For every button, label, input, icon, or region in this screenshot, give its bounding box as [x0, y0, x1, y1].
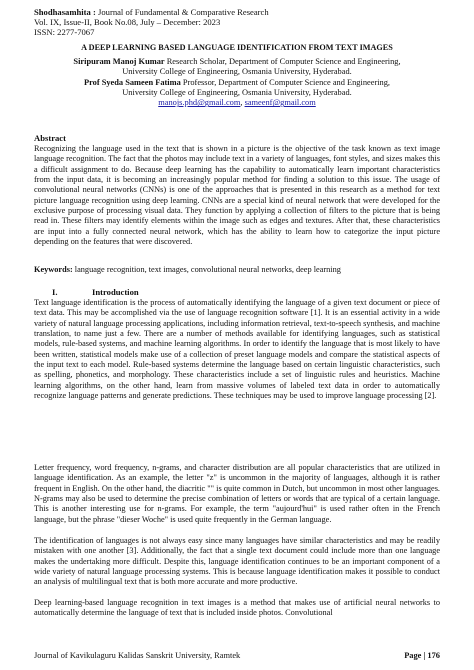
page-number-label: Page | 176 — [404, 651, 440, 660]
section-title: Introduction — [92, 287, 139, 297]
footer-journal: Journal of Kavikulaguru Kalidas Sanskrit University, Ramtek — [34, 651, 241, 660]
journal-description: Journal of Fundamental & Comparative Research — [98, 7, 269, 17]
author2-institution: University College of Engineering, Osmania University, Hyderabad. — [122, 87, 352, 97]
author-block — [60, 57, 414, 108]
journal-name: Shodhasamhita : — [34, 7, 96, 17]
section-number: I. — [52, 287, 58, 297]
author1-institution: University College of Engineering, Osmania University, Hyderabad. — [122, 67, 352, 77]
volume-line: Vol. IX, Issue-II, Book No.08, July – December: 2023 — [34, 17, 221, 28]
email-separator: , — [240, 98, 245, 108]
email-line — [60, 98, 414, 108]
email-link-2[interactable]: sameenf@gmail.com — [244, 98, 316, 108]
issn-line: ISSN: 2277-7067 — [34, 27, 95, 38]
abstract-heading: Abstract — [34, 133, 66, 143]
journal-title-line — [34, 7, 269, 17]
intro-paragraph-4: Deep learning-based language recognition in text images is a method that makes use of artificial neural networks to automatically determine the language of text that is included inside photos. Convolutional — [34, 598, 440, 618]
keywords-label: Keywords: — [34, 265, 73, 274]
intro-paragraph-2: Letter frequency, word frequency, n-grams, and character distribution are all popular characteristics that are utilized in language identification. As an example, the letter "z" is uncommon in the majority of languages, although it is rather frequent in English. On the other hand, the diacritic "" is quite common in Dutch, but uncommon in most other languages. N-grams may also be used to determine the precise combination of letters or words that are typical of a certain language. This is another interesting use for n-grams. For example, the term "aujourd'hui" is used rather often in the French language, but the phrase "dieser Woche" is used quite frequently in the German language. — [34, 463, 440, 524]
journal-header — [34, 7, 269, 38]
intro-paragraph-1: Text language identification is the process of automatically identifying the language of a given text document or piece of text data. This may be accomplished via the use of language recognition software [1]. It is an essential activity in a wide variety of natural language processing applications, including information retrieval, text-to-speech synthesis, and machine translation, to name just a few. There are a number of methods available for identifying languages, such as statistical models, rule-based systems, and machine learning algorithms. In order to identify the language that is most likely to have been written, statistical models make use of a collection of preset language models and compare the statistical aspects of the input text to each model. Rule-based systems determine the language based on certain linguistic characteristics, such as spelling, phonetics, and morphology. These characteristics include a set of linguistic rules and heuristics. Machine learning algorithms, on the other hand, learn from massive volumes of labeled text data in order to automatically recognize language patterns and generate predictions. These techniques may be used to improve language processing [2]. — [34, 298, 440, 401]
keywords-line — [34, 265, 440, 275]
page-number — [404, 651, 440, 660]
author2-line — [60, 78, 414, 88]
author1-name: Siripuram Manoj Kumar — [73, 57, 165, 66]
author1-affiliation: Research Scholar, Department of Computer Science and Engineering, — [166, 57, 401, 66]
author2-affiliation: Professor, Department of Computer Science and Engineering, — [182, 77, 391, 87]
author2-name: Prof Syeda Sameen Fatima — [83, 77, 181, 87]
section-heading — [52, 287, 139, 297]
author1-line — [60, 57, 414, 67]
intro-paragraph-3: The identification of languages is not always easy since many languages have similar characteristics and may be readily mistaken with one another [3]. Additionally, the fact that a single text document could include more than one language makes the undertaking more difficult. Despite this, language identification continues to be an important component of a wide variety of natural language processing systems. This is because language identification makes it possible to conduct an analysis of multilingual text that is both more accurate and more productive. — [34, 536, 440, 587]
abstract-body: Recognizing the language used in the text that is shown in a picture is the objective of the task known as text image language recognition. The fact that the photos may include text in a variety of languages, font styles, and sizes makes this a difficult assignment to do. Because deep learning has the capability to automatically learn important characteristics from the input data, it is becoming an increasingly popular method for finding a solution to this issue. The usage of convolutional neural networks (CNNs) is one of the approaches that is presented in this research as a method for text picture language recognition using deep learning. CNNs are a special kind of neural network that were developed for the exclusive purpose of processing visual data. They function by applying a collection of filters to the picture that is being read in. These filters may identify elements within the image such as edges and textures. After that, these characteristics are input into a fully connected neural network, which has the ability to learn how to categorize the input picture depending on the features that were discovered. — [34, 144, 440, 247]
email-link-1[interactable]: manojs.phd@gmail.com — [158, 98, 241, 108]
paper-title: A DEEP LEARNING BASED LANGUAGE IDENTIFICATION FROM TEXT IMAGES — [81, 43, 393, 52]
keywords-text: language recognition, text images, convolutional neural networks, deep learning — [72, 265, 341, 274]
